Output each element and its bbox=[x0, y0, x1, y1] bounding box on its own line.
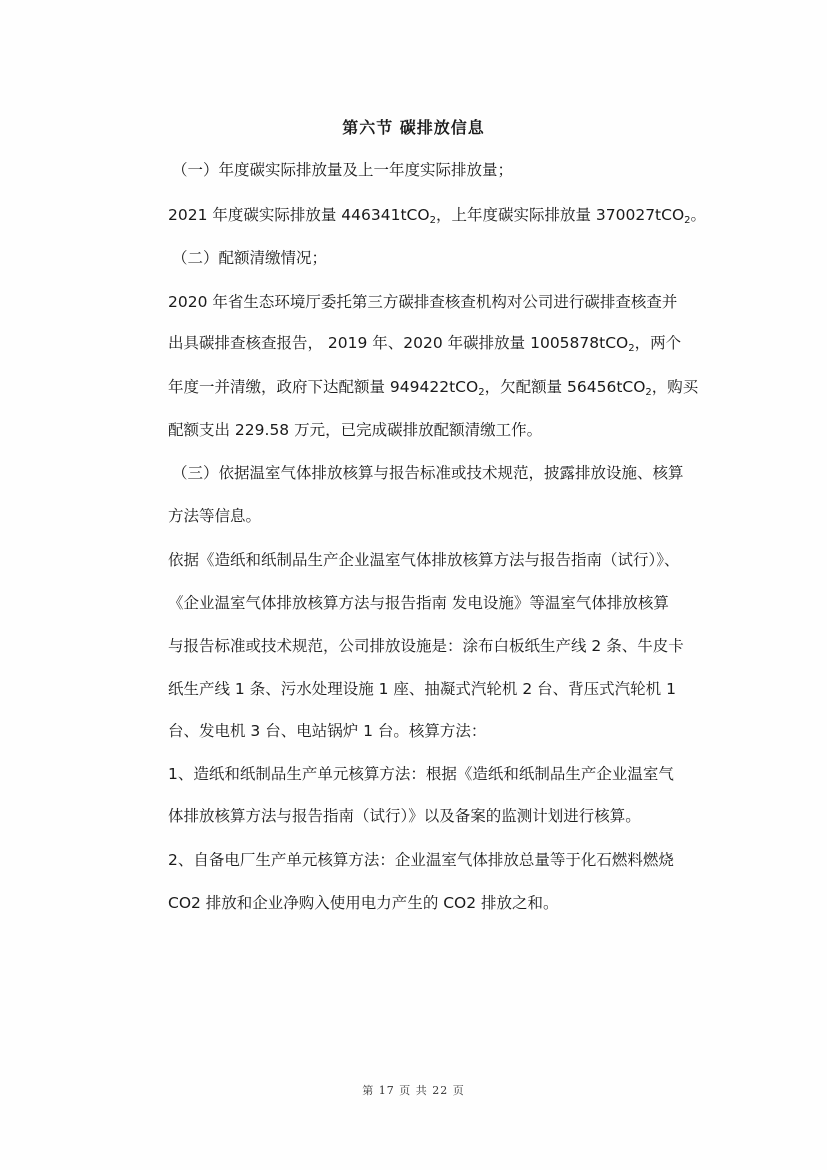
item2-line-3b: ，欠配额量 56456tCO bbox=[484, 378, 646, 396]
item2-line-4: 配额支出 229.58 万元，已完成碳排放配额清缴工作。 bbox=[168, 421, 543, 439]
subscript: 2 bbox=[684, 215, 691, 226]
item3-heading-line-2: 方法等信息。 bbox=[168, 507, 262, 525]
item3-line-9: CO2 排放和企业净购入使用电力产生的 CO2 排放之和。 bbox=[168, 894, 559, 912]
item1-body-a: 2021 年度碳实际排放量 446341tCO bbox=[168, 206, 430, 224]
item3-line-7: 体排放核算方法与报告指南（试行）》以及备案的监测计划进行核算。 bbox=[168, 807, 641, 825]
item3-line-1: 依据《造纸和纸制品生产企业温室气体排放核算方法与报告指南（试行）》、 bbox=[168, 551, 680, 569]
item2-heading: （二）配额清缴情况； bbox=[172, 249, 328, 267]
item2-line-3c: ，购买 bbox=[651, 378, 699, 396]
item1-heading: （一）年度碳实际排放量及上一年度实际排放量； bbox=[172, 161, 514, 179]
section-title: 第六节 碳排放信息 bbox=[342, 118, 485, 137]
item3-line-8: 2、自备电厂生产单元核算方法：企业温室气体排放总量等于化石燃料燃烧 bbox=[168, 851, 674, 869]
item3-line-2: 《企业温室气体排放核算方法与报告指南 发电设施》等温室气体排放核算 bbox=[168, 594, 669, 612]
subscript: 2 bbox=[628, 343, 635, 354]
page-number: 第 17 页 共 22 页 bbox=[362, 1084, 465, 1097]
subscript: 2 bbox=[645, 387, 652, 398]
subscript: 2 bbox=[478, 387, 485, 398]
item3-line-5: 台、发电机 3 台、电站锅炉 1 台。核算方法： bbox=[168, 722, 487, 740]
item2-line-3 bbox=[168, 377, 698, 397]
subscript: 2 bbox=[429, 215, 436, 226]
item2-line-2a: 出具碳排查核查报告， 2019 年、2020 年碳排放量 1005878tCO bbox=[168, 334, 629, 352]
item1-body bbox=[168, 205, 706, 225]
item2-line-1: 2020 年省生态环境厅委托第三方碳排查核查机构对公司进行碳排查核查并 bbox=[168, 293, 678, 311]
item2-line-2 bbox=[168, 333, 681, 353]
item3-line-4: 纸生产线 1 条、污水处理设施 1 座、抽凝式汽轮机 2 台、背压式汽轮机 1 bbox=[168, 680, 676, 698]
item3-heading-line-1: （三）依据温室气体排放核算与报告标准或技术规范，披露排放设施、核算 bbox=[172, 464, 684, 482]
item3-line-3: 与报告标准或技术规范，公司排放设施是：涂布白板纸生产线 2 条、牛皮卡 bbox=[168, 637, 684, 655]
item2-line-2b: ，两个 bbox=[634, 334, 682, 352]
item1-body-c: 。 bbox=[690, 206, 707, 224]
item1-body-b: ，上年度碳实际排放量 370027tCO bbox=[435, 206, 685, 224]
item3-line-6: 1、造纸和纸制品生产单元核算方法：根据《造纸和纸制品生产企业温室气 bbox=[168, 765, 674, 783]
item2-line-3a: 年度一并清缴，政府下达配额量 949422tCO bbox=[168, 378, 479, 396]
